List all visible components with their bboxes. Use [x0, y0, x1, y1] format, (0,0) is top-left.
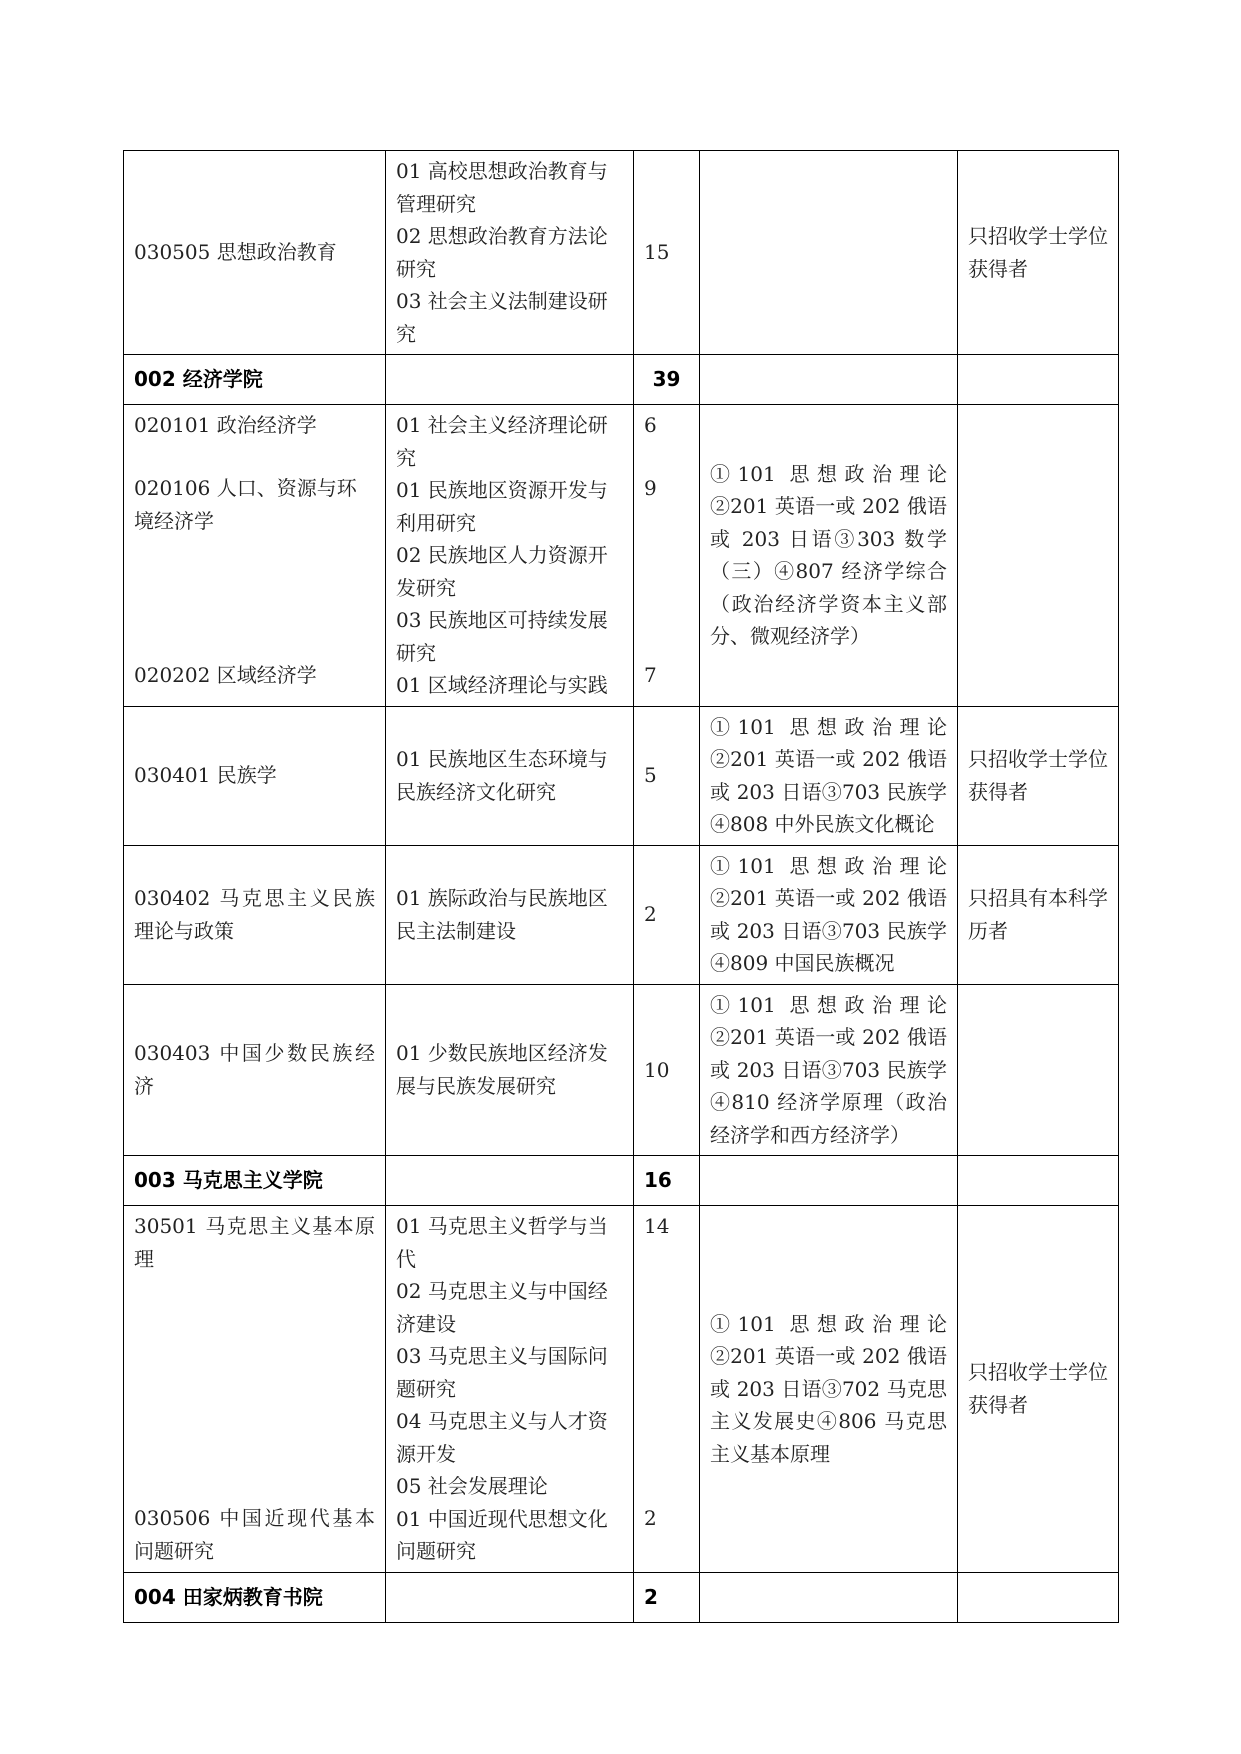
- major-cell: 030505 思想政治教育: [124, 151, 386, 355]
- count-item: 6: [644, 413, 657, 437]
- unit-empty-cell: [958, 355, 1119, 405]
- unit-name: 003 马克思主义学院: [124, 1156, 386, 1206]
- direction-item: 04 马克思主义与人才资源开发: [396, 1409, 608, 1466]
- direction-item: 03 民族地区可持续发展研究: [396, 608, 608, 665]
- table-row: [124, 706, 1119, 845]
- direction-item: 02 思想政治教育方法论研究: [396, 224, 608, 281]
- direction-item: 01 区域经济理论与实践: [396, 673, 608, 697]
- count-item: 7: [644, 663, 657, 687]
- major-cell: 030402 马克思主义民族理论与政策: [124, 845, 386, 984]
- unit-empty-cell: [386, 355, 634, 405]
- table-row: [124, 151, 1119, 355]
- unit-row: [124, 1156, 1119, 1206]
- major-cell: [124, 405, 386, 707]
- table-row: [124, 845, 1119, 984]
- count-cell: 15: [634, 151, 700, 355]
- unit-empty-cell: [700, 355, 958, 405]
- unit-row: [124, 1572, 1119, 1622]
- unit-row: [124, 355, 1119, 405]
- note-cell: [958, 984, 1119, 1156]
- count-item: 2: [644, 1506, 657, 1530]
- unit-empty-cell: [958, 1572, 1119, 1622]
- count-cell: 5: [634, 706, 700, 845]
- direction-item: 05 社会发展理论: [396, 1474, 548, 1498]
- direction-cell: [386, 151, 634, 355]
- direction-item: 01 民族地区资源开发与利用研究: [396, 478, 608, 535]
- direction-item: 02 民族地区人力资源开发研究: [396, 543, 608, 600]
- count-cell: [634, 1206, 700, 1573]
- unit-count: 39: [634, 355, 700, 405]
- table-row: [124, 1206, 1119, 1573]
- table-row: [124, 984, 1119, 1156]
- unit-count: 16: [634, 1156, 700, 1206]
- direction-item: 03 社会主义法制建设研究: [396, 289, 608, 346]
- major-item: 030506 中国近现代基本问题研究: [134, 1506, 375, 1563]
- exam-cell: ①101 思想政治理论②201 英语一或 202 俄语或 203 日语③703 民族学④808 中外民族文化概论: [700, 706, 958, 845]
- note-cell: 只招收学士学位获得者: [958, 151, 1119, 355]
- major-item: 020202 区域经济学: [134, 663, 317, 687]
- exam-cell: ①101 思想政治理论②201 英语一或 202 俄语或 203 日语③702 马克思主义发展史④806 马克思主义基本原理: [700, 1206, 958, 1573]
- direction-item: 02 马克思主义与中国经济建设: [396, 1279, 608, 1336]
- note-cell: 只招收学士学位获得者: [958, 1206, 1119, 1573]
- direction-item: 03 马克思主义与国际问题研究: [396, 1344, 608, 1401]
- count-cell: 2: [634, 845, 700, 984]
- count-cell: [634, 405, 700, 707]
- direction-cell: 01 少数民族地区经济发展与民族发展研究: [386, 984, 634, 1156]
- exam-cell: ①101 思想政治理论②201 英语一或 202 俄语或 203 日语③303 数学（三）④807 经济学综合（政治经济学资本主义部分、微观经济学）: [700, 405, 958, 707]
- major-cell: 030401 民族学: [124, 706, 386, 845]
- count-cell: 10: [634, 984, 700, 1156]
- direction-cell: [386, 405, 634, 707]
- unit-empty-cell: [958, 1156, 1119, 1206]
- note-cell: 只招具有本科学历者: [958, 845, 1119, 984]
- direction-item: 01 中国近现代思想文化问题研究: [396, 1506, 608, 1563]
- unit-empty-cell: [386, 1156, 634, 1206]
- exam-cell: ①101 思想政治理论②201 英语一或 202 俄语或 203 日语③703 民族学④809 中国民族概况: [700, 845, 958, 984]
- unit-name: 004 田家炳教育书院: [124, 1572, 386, 1622]
- direction-item: 01 高校思想政治教育与管理研究: [396, 159, 608, 216]
- unit-count: 2: [634, 1572, 700, 1622]
- major-item: 020106 人口、资源与环境经济学: [134, 476, 357, 533]
- direction-item: 01 马克思主义哲学与当代: [396, 1214, 608, 1271]
- exam-cell: [700, 151, 958, 355]
- note-cell: 只招收学士学位获得者: [958, 706, 1119, 845]
- count-item: 14: [644, 1214, 670, 1238]
- major-cell: 030403 中国少数民族经济: [124, 984, 386, 1156]
- unit-empty-cell: [386, 1572, 634, 1622]
- direction-cell: 01 族际政治与民族地区民主法制建设: [386, 845, 634, 984]
- unit-empty-cell: [700, 1156, 958, 1206]
- admissions-table: [123, 150, 1119, 1623]
- direction-cell: 01 民族地区生态环境与民族经济文化研究: [386, 706, 634, 845]
- exam-cell: ①101 思想政治理论②201 英语一或 202 俄语或 203 日语③703 民族学④810 经济学原理（政治经济学和西方经济学）: [700, 984, 958, 1156]
- direction-cell: [386, 1206, 634, 1573]
- note-cell: [958, 405, 1119, 707]
- major-item: 020101 政治经济学: [134, 413, 317, 437]
- count-item: 9: [644, 476, 657, 500]
- major-cell: [124, 1206, 386, 1573]
- unit-name: 002 经济学院: [124, 355, 386, 405]
- major-item: 30501 马克思主义基本原理: [134, 1214, 375, 1271]
- table-row: [124, 405, 1119, 707]
- direction-item: 01 社会主义经济理论研究: [396, 413, 608, 470]
- unit-empty-cell: [700, 1572, 958, 1622]
